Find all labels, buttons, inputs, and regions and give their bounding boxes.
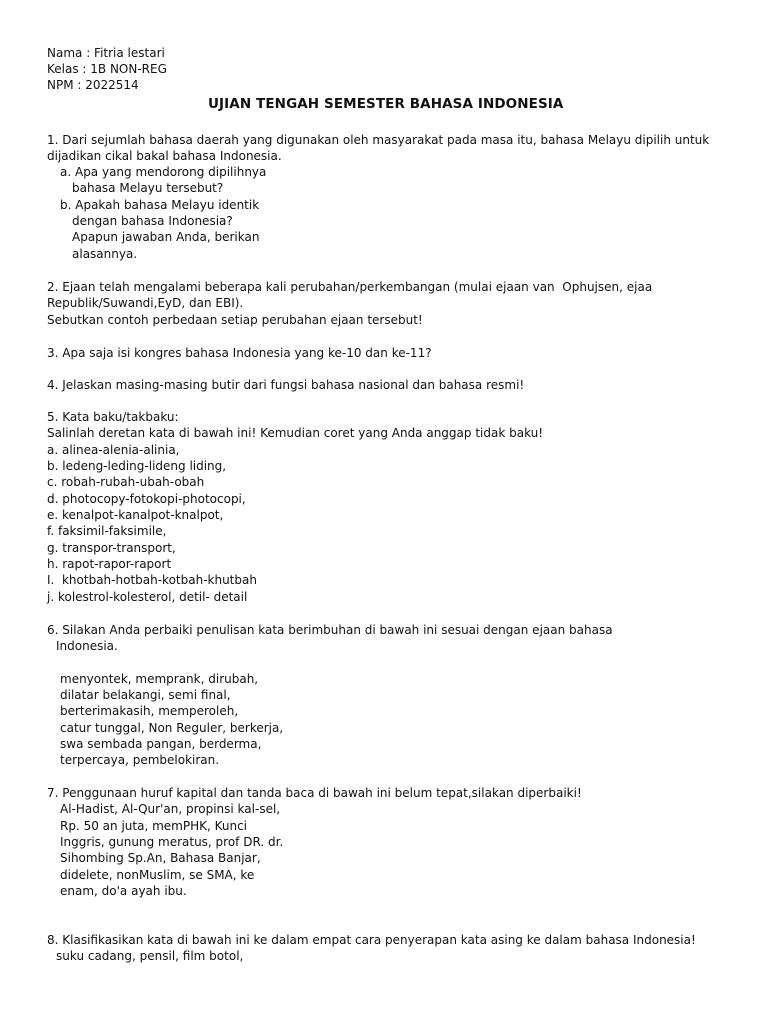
q7-word-line: Al-Hadist, Al-Qur'an, propinsi kal-sel, [60,802,281,816]
q1-line2: dijadikan cikal bakal bahasa Indonesia. [47,149,282,163]
q1-sub-b-line3: Apapun jawaban Anda, berikan [72,230,260,244]
q6-line1: 6. Silakan Anda perbaiki penulisan kata berimbuhan di bawah ini sesuai dengan ejaan bahasa [47,623,613,637]
q7-word-line: enam, do'a ayah ibu. [60,884,187,898]
q7-word-line: Sihombing Sp.An, Bahasa Banjar, [60,851,261,865]
student-name: Nama : Fitria lestari [47,46,165,60]
q7-line1: 7. Penggunaan huruf kapital dan tanda baca di bawah ini belum tepat,silakan diperbaiki! [47,786,582,800]
q6-word-line: dilatar belakangi, semi final, [60,688,231,702]
q6-word-line: swa sembada pangan, berderma, [60,737,262,751]
q7-word-line: didelete, nonMuslim, se SMA, ke [60,868,255,882]
q1-sub-a-line2: bahasa Melayu tersebut? [72,181,224,195]
q1-line1: 1. Dari sejumlah bahasa daerah yang digunakan oleh masyarakat pada masa itu, bahasa Melayu dipilih untuk [47,133,710,147]
q1-sub-b-line1: b. Apakah bahasa Melayu identik [60,198,260,212]
q5-item: c. robah-rubah-ubah-obah [47,475,205,489]
q6-word-line: catur tunggal, Non Reguler, berkerja, [60,721,284,735]
q5-item: d. photocopy-fotokopi-photocopi, [47,492,246,506]
q3-line: 3. Apa saja isi kongres bahasa Indonesia yang ke-10 dan ke-11? [47,346,432,360]
student-npm: NPM : 2022514 [47,78,139,92]
q5-heading: 5. Kata baku/takbaku: [47,410,179,424]
q5-item: j. kolestrol-kolesterol, detil- detail [47,590,248,604]
q5-item: b. ledeng-leding-lideng liding, [47,459,227,473]
q6-word-line: berterimakasih, memperoleh, [60,704,239,718]
q1-sub-b-line4: alasannya. [72,247,138,261]
q6-line2: Indonesia. [56,639,118,653]
page-title: UJIAN TENGAH SEMESTER BAHASA INDONESIA [208,96,564,112]
q8-line1: 8. Klasifikasikan kata di bawah ini ke dalam empat cara penyerapan kata asing ke dalam bahasa Indonesia! [47,933,696,947]
q6-word-line: terpercaya, pembelokiran. [60,753,220,767]
q7-word-line: Inggris, gunung meratus, prof DR. dr. [60,835,284,849]
q2-line1: 2. Ejaan telah mengalami beberapa kali perubahan/perkembangan (mulai ejaan van Ophujsen, ejaa [47,280,653,294]
q5-item: f. faksimil-faksimile, [47,524,167,538]
q7-word-line: Rp. 50 an juta, memPHK, Kunci [60,819,248,833]
student-class: Kelas : 1B NON-REG [47,62,167,76]
q5-item: a. alinea-alenia-alinia, [47,443,180,457]
q5-item: I. khotbah-hotbah-kotbah-khutbah [47,573,257,587]
q2-line2: Republik/Suwandi,EyD, dan EBI). [47,296,244,310]
q5-instruction: Salinlah deretan kata di bawah ini! Kemudian coret yang Anda anggap tidak baku! [47,426,544,440]
q8-line2: suku cadang, pensil, film botol, [56,949,244,963]
q1-sub-b-line2: dengan bahasa Indonesia? [72,214,233,228]
q1-sub-a-line1: a. Apa yang mendorong dipilihnya [60,165,267,179]
q5-item: h. rapot-rapor-raport [47,557,172,571]
q2-line3: Sebutkan contoh perbedaan setiap perubahan ejaan tersebut! [47,313,423,327]
q4-line: 4. Jelaskan masing-masing butir dari fungsi bahasa nasional dan bahasa resmi! [47,378,525,392]
q5-item: e. kenalpot-kanalpot-knalpot, [47,508,224,522]
q5-item: g. transpor-transport, [47,541,176,555]
q6-word-line: menyontek, memprank, dirubah, [60,672,259,686]
